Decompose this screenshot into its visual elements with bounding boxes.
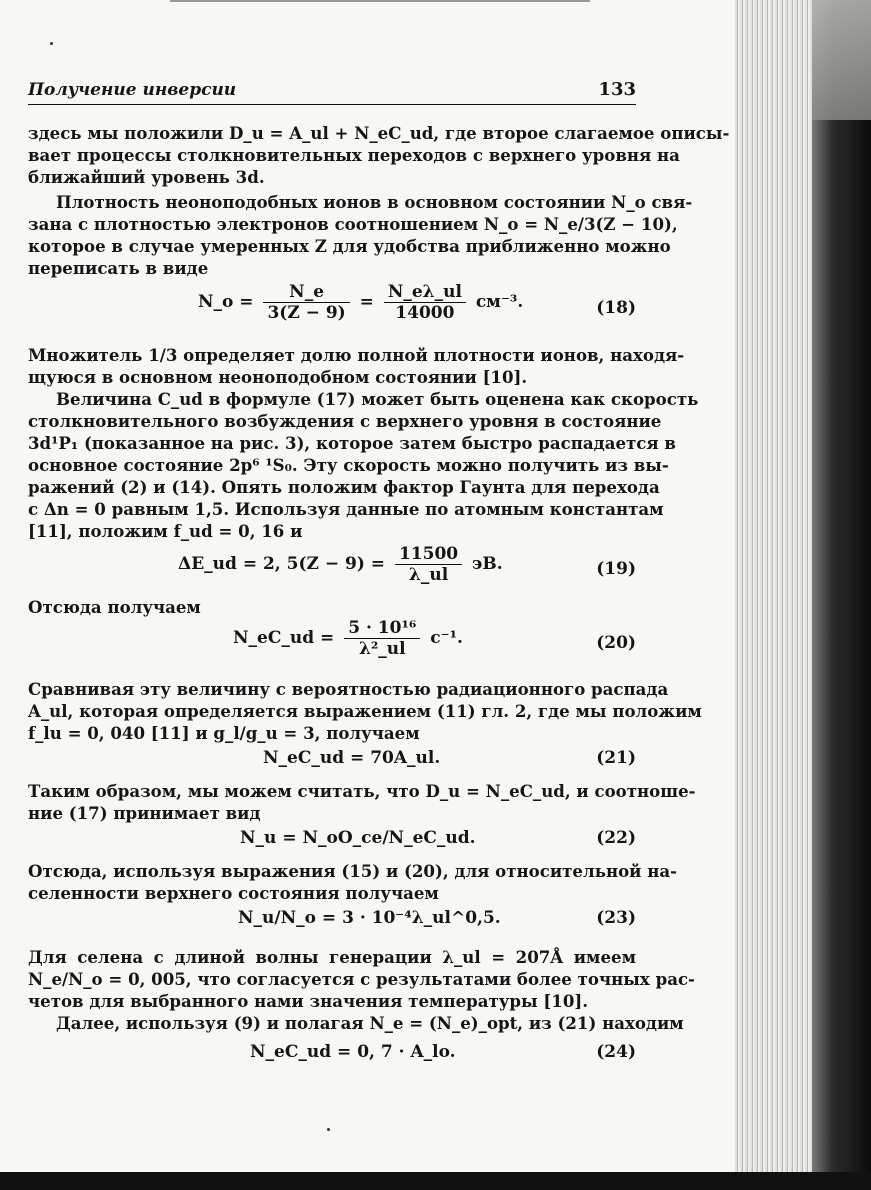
paragraph xyxy=(28,946,695,1012)
text-line: Таким образом, мы можем считать, что D_u = N_eC_ud, и соотноше- xyxy=(28,781,696,801)
paragraph xyxy=(28,860,678,904)
eq-lhs: N_o = xyxy=(198,292,254,312)
equation-number: (21) xyxy=(596,748,636,768)
bottom-shadow xyxy=(0,1172,871,1190)
eq-equals: = xyxy=(359,292,374,312)
paragraph xyxy=(28,191,693,279)
text-line: ражений (2) и (14). Опять положим фактор Гаунта для перехода xyxy=(28,477,660,497)
text-line: столкновительного возбуждения с верхнего уровня в состояние xyxy=(28,411,662,431)
text-line: которое в случае умеренных Z для удобства приближенно можно xyxy=(28,236,671,256)
binding-highlight xyxy=(812,0,871,120)
eq-unit: эВ. xyxy=(472,554,503,574)
eq-numerator: N_eλ_ul xyxy=(384,282,466,303)
eq-numerator: 5 · 10¹⁶ xyxy=(344,618,420,639)
running-header xyxy=(28,78,636,105)
text-line: Для селена с длиной волны генерации λ_ul = 207Å имеем xyxy=(28,947,636,967)
eq-body: N_u = N_oO_ce/N_eC_ud. xyxy=(240,828,476,848)
text-line: f_lu = 0, 040 [11] и g_l/g_u = 3, получаем xyxy=(28,723,420,743)
text-line: здесь мы положили D_u = A_ul + N_eC_ud, где второе слагаемое описы- xyxy=(28,123,730,143)
eq-numerator: N_e xyxy=(263,282,349,303)
equation-number: (23) xyxy=(596,908,636,928)
equation-number: (18) xyxy=(596,298,636,318)
equation-19 xyxy=(28,544,636,600)
equation-number: (19) xyxy=(596,559,636,579)
text-line: четов для выбранного нами значения температуры [10]. xyxy=(28,991,588,1011)
page-number: 133 xyxy=(598,79,636,100)
text-line: основное состояние 2p⁶ ¹S₀. Эту скорость можно получить из вы- xyxy=(28,455,669,475)
text-line: Сравнивая эту величину с вероятностью радиационного распада xyxy=(28,679,669,699)
paragraph xyxy=(28,1012,684,1034)
equation-24 xyxy=(28,1042,636,1064)
eq-denominator: λ_ul xyxy=(408,565,449,585)
text-line: Плотность неоноподобных ионов в основном состоянии N_o свя- xyxy=(56,192,693,212)
eq-unit: см⁻³. xyxy=(475,292,524,312)
paragraph xyxy=(28,122,730,188)
eq-denominator: 3(Z − 9) xyxy=(267,303,346,323)
text-line: зана с плотностью электронов соотношением N_o = N_e/3(Z − 10), xyxy=(28,214,678,234)
eq-numerator: 11500 xyxy=(395,544,462,565)
text-line: ближайший уровень 3d. xyxy=(28,167,265,187)
eq-unit: с⁻¹. xyxy=(430,628,463,648)
text-line: щуюся в основном неоноподобном состоянии [10]. xyxy=(28,367,528,387)
equation-number: (22) xyxy=(596,828,636,848)
text-line: [11], положим f_ud = 0, 16 и xyxy=(28,521,303,541)
eq-body: N_u/N_o = 3 · 10⁻⁴λ_ul^0,5. xyxy=(238,908,501,928)
paragraph xyxy=(28,344,685,388)
equation-number: (24) xyxy=(596,1042,636,1062)
text-line: Множитель 1/3 определяет долю полной плотности ионов, находя- xyxy=(28,345,685,365)
equation-20 xyxy=(28,618,636,676)
speck xyxy=(50,42,53,45)
paragraph xyxy=(28,596,636,618)
text-line: Отсюда получаем xyxy=(28,597,201,617)
binding-shadow xyxy=(812,0,871,1190)
eq-lhs: N_eC_ud = xyxy=(233,628,335,648)
text-line: с Δn = 0 равным 1,5. Используя данные по атомным константам xyxy=(28,499,664,519)
text-line: A_ul, которая определяется выражением (11) гл. 2, где мы положим xyxy=(28,701,702,721)
equation-21 xyxy=(28,748,636,770)
equation-22 xyxy=(28,828,636,850)
text-line: Далее, используя (9) и полагая N_e = (N_e)_opt, из (21) находим xyxy=(56,1013,684,1033)
eq-denominator: 14000 xyxy=(395,303,455,323)
text-line: N_e/N_o = 0, 005, что согласуется с результатами более точных рас- xyxy=(28,969,695,989)
equation-18 xyxy=(28,282,636,342)
paragraph xyxy=(28,780,696,824)
chapter-title: Получение инверсии xyxy=(28,80,237,100)
equation-number: (20) xyxy=(596,633,636,653)
eq-lhs: ΔE_ud = 2, 5(Z − 9) = xyxy=(178,554,386,574)
speck xyxy=(327,1128,330,1131)
text-line: селенности верхнего состояния получаем xyxy=(28,883,439,903)
text-line: ние (17) принимает вид xyxy=(28,803,261,823)
eq-body: N_eC_ud = 70A_ul. xyxy=(263,748,441,768)
text-line: Отсюда, используя выражения (15) и (20), для относительной на- xyxy=(28,861,678,881)
eq-denominator: λ²_ul xyxy=(358,639,406,659)
paragraph xyxy=(28,678,702,744)
paragraph xyxy=(28,388,699,542)
equation-23 xyxy=(28,908,636,932)
top-edge-line xyxy=(170,0,590,2)
text-line: 3d¹P₁ (показанное на рис. 3), которое затем быстро распадается в xyxy=(28,433,676,453)
text-line: вает процессы столкновительных переходов с верхнего уровня на xyxy=(28,145,680,165)
eq-body: N_eC_ud = 0, 7 · A_lo. xyxy=(250,1042,456,1062)
text-line: Величина C_ud в формуле (17) может быть оценена как скорость xyxy=(56,389,699,409)
text-line: переписать в виде xyxy=(28,258,209,278)
